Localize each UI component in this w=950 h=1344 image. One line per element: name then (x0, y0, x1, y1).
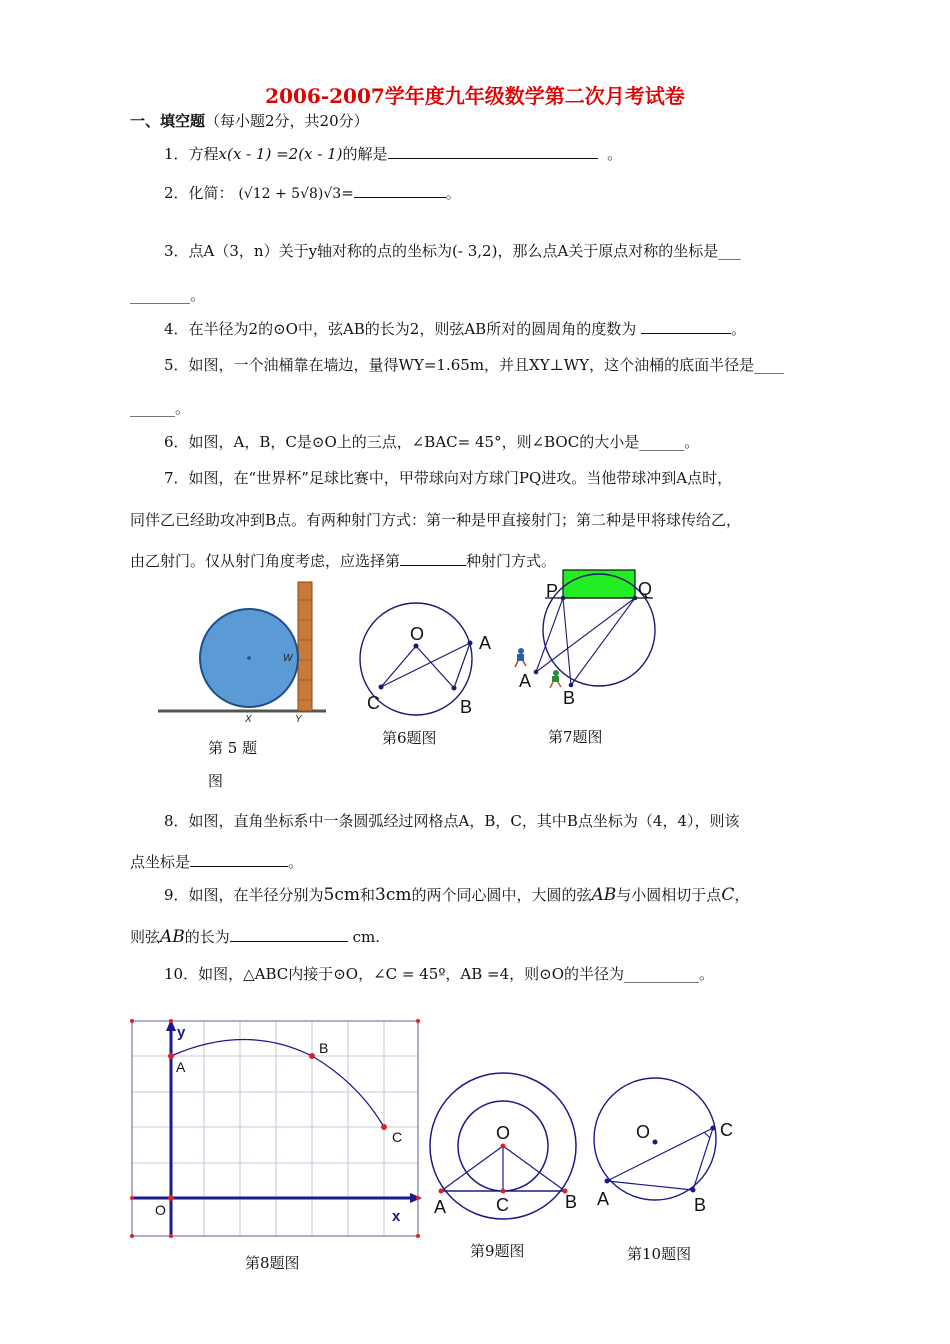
q9-middle: 的两个同心圆中，大圆的弦 (411, 886, 592, 904)
question-9-line-1 (164, 884, 749, 905)
figure-8-caption: 第8题图 (245, 1254, 300, 1272)
fig10-label-o: O (636, 1122, 651, 1142)
fig7-player-a-icon (515, 648, 526, 667)
question-7-line-1: 7．如图，在“世界杯”足球比赛中，甲带球向对方球门PQ进攻。当他带球冲到A点时， (164, 469, 733, 487)
q2-equals: = (341, 184, 354, 202)
q8-line2-end: 。 (288, 853, 304, 871)
fig9-label-c: C (496, 1195, 509, 1215)
figure-10-diagram (592, 1068, 752, 1228)
fig5-center-dot (247, 656, 251, 660)
fig7-label-p: P (546, 581, 559, 601)
figure-5-caption-line-2: 图 (208, 772, 224, 790)
fig8-label-o: O (155, 1202, 166, 1218)
figure-10-caption: 第10题图 (627, 1245, 692, 1263)
section-heading (130, 110, 369, 131)
q4-text: 4．在半径为2的⊙O中，弦AB的长为2，则弦AB所对的圆周角的度数为 (164, 320, 637, 338)
q9-comma: ， (734, 886, 750, 904)
q1-suffix: 的解是 (342, 145, 388, 163)
fig10-label-a: A (597, 1189, 610, 1209)
fig8-grid-points (130, 1019, 420, 1238)
figure-8-coordinate-grid (126, 1015, 426, 1245)
fig7-label-b: B (563, 688, 576, 708)
q4-answer-blank[interactable] (641, 319, 731, 334)
q9-radius-large: 5cm (323, 885, 361, 905)
question-8-line-1: 8．如图，直角坐标系中一条圆弧经过网格点A，B，C，其中B点坐标为（4，4），则该 (164, 812, 740, 830)
section-note: （每小题2分，共20分） (205, 112, 369, 130)
q9-line2-start: 则弦 (130, 928, 161, 946)
question-1 (164, 143, 622, 164)
question-3-line-1: 3．点A（3，n）关于y轴对称的点的坐标为(- 3,2)，那么点A关于原点对称的坐标是___ (164, 242, 741, 260)
fig10-label-c: C (720, 1120, 733, 1140)
section-label: 一、填空题 (130, 112, 206, 130)
figure-5-caption-line-1: 第 5 题 (208, 739, 258, 757)
fig9-label-o: O (496, 1123, 511, 1143)
figure-6-caption: 第6题图 (382, 729, 437, 747)
q8-answer-blank[interactable] (190, 852, 288, 867)
fig8-border (132, 1021, 418, 1236)
figure-6-diagram (350, 590, 510, 720)
question-4 (164, 318, 746, 339)
question-2 (164, 182, 461, 203)
fig7-player-b-icon (550, 670, 561, 688)
question-5-line-1: 5．如图，一个油桶靠在墙边，量得WY=1.65m，并且XY⊥WY，这个油桶的底面半径是____ (164, 356, 785, 374)
fig8-label-y: y (177, 1024, 186, 1041)
q1-answer-blank[interactable] (388, 144, 598, 159)
q7-answer-blank[interactable] (400, 551, 466, 566)
fig6-label-c: C (367, 693, 380, 713)
fig8-label-b: B (319, 1040, 329, 1056)
figure-9-caption: 第9题图 (470, 1242, 525, 1260)
figure-7-diagram (505, 565, 665, 715)
fig5-wall (298, 582, 312, 711)
q9-line2-mid: 的长为 (184, 928, 230, 946)
question-7-line-2: 同伴乙已经助攻冲到B点。有两种射门方式：第一种是甲直接射门；第二种是甲将球传给乙， (130, 511, 742, 529)
fig5-label-w: W (283, 653, 293, 664)
q9-tangent-text: 与小圆相切于点 (616, 886, 722, 904)
q9-line2-chord: AB (160, 927, 185, 947)
fig6-label-a: A (479, 633, 492, 653)
fig8-label-x: x (392, 1208, 401, 1225)
q9-radius-small: 3cm (375, 885, 412, 905)
question-5-line-2: ______。 (130, 399, 191, 417)
figure-9-diagram (424, 1065, 594, 1240)
question-6: 6．如图，A，B，C是⊙O上的三点，∠BAC= 45°，则∠BOC的大小是______。 (164, 433, 700, 451)
q2-prefix: 2．化简： (164, 184, 234, 202)
question-10: 10．如图，△ABC内接于⊙O，∠C = 45º，AB =4，则⊙O的半径为__________。 (164, 965, 714, 983)
fig8-label-c: C (392, 1129, 403, 1145)
question-8-line-2 (130, 851, 303, 872)
fig8-grid-lines (132, 1021, 418, 1236)
q1-equation: x(x - 1) =2(x - 1) (218, 145, 343, 163)
q2-answer-blank[interactable] (354, 183, 446, 198)
fig7-label-q: Q (638, 579, 653, 599)
question-7-line-3 (130, 550, 556, 571)
page-title: 2006-2007学年度九年级数学第二次月考试卷 (265, 84, 685, 108)
q9-and: 和 (360, 886, 376, 904)
q7-line3-start: 由乙射门。仅从射门角度考虑，应选择第 (130, 552, 401, 570)
q8-line2-start: 点坐标是 (130, 853, 191, 871)
q1-prefix: 1．方程 (164, 145, 219, 163)
fig9-label-a: A (434, 1197, 447, 1217)
question-3-line-2: ________。 (130, 286, 206, 304)
figure-7-caption: 第7题图 (548, 728, 603, 746)
fig6-label-b: B (460, 697, 473, 717)
q7-line3-end: 种射门方式。 (466, 552, 557, 570)
fig9-label-b: B (565, 1192, 578, 1212)
fig6-label-o: O (410, 624, 425, 644)
q1-end: 。 (607, 145, 623, 163)
fig5-label-x: X (245, 714, 252, 725)
q9-prefix: 9．如图，在半径分别为 (164, 886, 324, 904)
q9-answer-blank[interactable] (230, 927, 348, 942)
fig7-label-a: A (519, 671, 532, 691)
question-9-line-2 (130, 926, 380, 947)
q2-end: 。 (445, 184, 461, 202)
figure-5-diagram (150, 580, 330, 725)
fig8-arc (171, 1040, 384, 1128)
fig5-label-y: Y (295, 714, 302, 725)
q9-unit: cm. (352, 928, 380, 946)
q4-end: 。 (731, 320, 747, 338)
fig10-label-b: B (694, 1195, 707, 1215)
q9-chord-ab: AB (591, 885, 617, 905)
q9-point-c: C (721, 885, 735, 905)
q2-expression: (√12 + 5√8)√3 (238, 186, 342, 202)
fig8-label-a: A (176, 1059, 186, 1075)
